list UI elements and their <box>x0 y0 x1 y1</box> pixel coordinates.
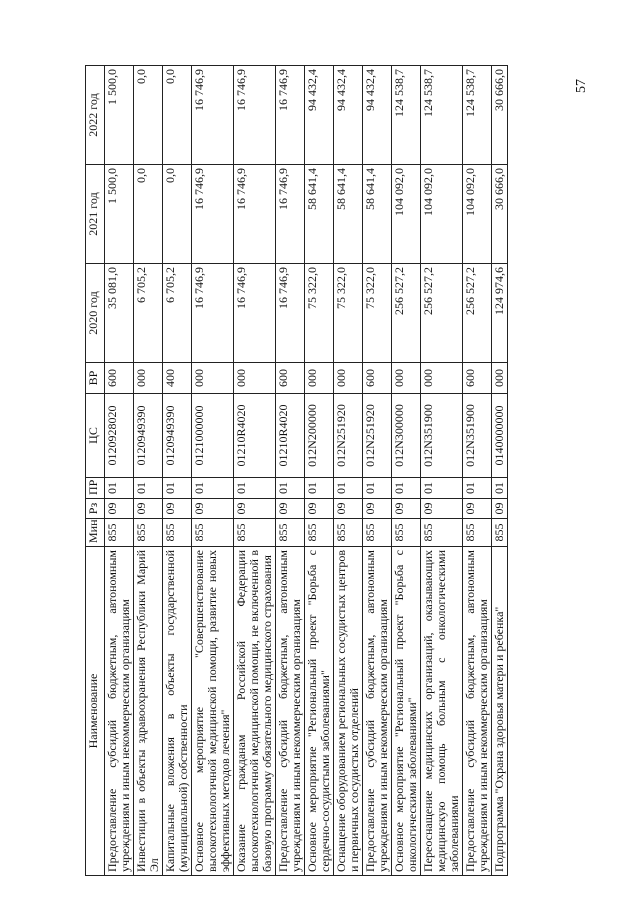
cell-rz: 09 <box>363 499 392 519</box>
cell-2021: 104 092,0 <box>392 165 421 264</box>
cell-pr: 01 <box>105 478 134 499</box>
cell-min: 855 <box>305 519 334 547</box>
cell-2020: 256 527,2 <box>392 264 421 363</box>
table-row <box>276 66 305 876</box>
table-row <box>334 66 363 876</box>
cell-rz: 09 <box>392 499 421 519</box>
cell-name: Капитальные вложения в объекты государственной (муниципальной) собственности <box>163 547 192 876</box>
cell-cs: 0121000000 <box>192 394 234 478</box>
cell-rz: 09 <box>492 499 508 519</box>
table-row <box>105 66 134 876</box>
cell-cs: 012N351900 <box>463 394 492 478</box>
cell-cs: 0120928020 <box>105 394 134 478</box>
cell-pr: 01 <box>392 478 421 499</box>
cell-2022: 94 432,4 <box>363 66 392 165</box>
cell-2020: 6 705,2 <box>134 264 163 363</box>
cell-name: Предоставление субсидий бюджетным, автономным учреждениям и иным некоммерческим организациям <box>276 547 305 876</box>
cell-name: Основное мероприятие "Совершенствование высокотехнологичной медицинской помощи, развитие новых эффективных методов лечения" <box>192 547 234 876</box>
cell-2022: 124 538,7 <box>392 66 421 165</box>
cell-vr: 000 <box>392 363 421 394</box>
cell-rz: 09 <box>163 499 192 519</box>
cell-pr: 01 <box>421 478 463 499</box>
cell-vr: 000 <box>334 363 363 394</box>
cell-vr: 000 <box>134 363 163 394</box>
cell-2022: 16 746,9 <box>234 66 276 165</box>
cell-2021: 0,0 <box>134 165 163 264</box>
cell-vr: 000 <box>192 363 234 394</box>
cell-2021: 16 746,9 <box>234 165 276 264</box>
cell-2022: 16 746,9 <box>276 66 305 165</box>
cell-vr: 600 <box>463 363 492 394</box>
cell-min: 855 <box>421 519 463 547</box>
col-header-2021: 2021 год <box>86 165 105 264</box>
cell-rz: 09 <box>334 499 363 519</box>
cell-name: Переоснащение медицинских организаций, оказывающих медицинскую помощь больным с онкологическими заболеваниями <box>421 547 463 876</box>
cell-cs: 0120949390 <box>163 394 192 478</box>
table-row <box>305 66 334 876</box>
table-row <box>463 66 492 876</box>
cell-2021: 16 746,9 <box>276 165 305 264</box>
cell-vr: 000 <box>421 363 463 394</box>
table-row <box>234 66 276 876</box>
table-row <box>492 66 508 876</box>
cell-min: 855 <box>105 519 134 547</box>
col-header-cs: ЦС <box>86 394 105 478</box>
cell-2021: 104 092,0 <box>421 165 463 264</box>
cell-rz: 09 <box>134 499 163 519</box>
cell-vr: 400 <box>163 363 192 394</box>
cell-pr: 01 <box>305 478 334 499</box>
cell-vr: 000 <box>492 363 508 394</box>
cell-cs: 01210R4020 <box>276 394 305 478</box>
cell-cs: 01210R4020 <box>234 394 276 478</box>
budget-table <box>85 65 508 876</box>
cell-vr: 000 <box>305 363 334 394</box>
cell-min: 855 <box>192 519 234 547</box>
cell-cs: 0140000000 <box>492 394 508 478</box>
cell-min: 855 <box>463 519 492 547</box>
cell-2022: 16 746,9 <box>192 66 234 165</box>
cell-name: Предоставление субсидий бюджетным, автономным учреждениям и иным некоммерческим организациям <box>363 547 392 876</box>
cell-rz: 09 <box>105 499 134 519</box>
cell-2020: 16 746,9 <box>276 264 305 363</box>
table-body <box>105 66 508 876</box>
cell-min: 855 <box>134 519 163 547</box>
cell-name: Предоставление субсидий бюджетным, автономным учреждениям и иным некоммерческим организациям <box>105 547 134 876</box>
table-row <box>163 66 192 876</box>
cell-2020: 6 705,2 <box>163 264 192 363</box>
cell-2022: 94 432,4 <box>334 66 363 165</box>
cell-2021: 58 641,4 <box>363 165 392 264</box>
cell-2022: 0,0 <box>134 66 163 165</box>
cell-rz: 09 <box>463 499 492 519</box>
cell-2021: 58 641,4 <box>305 165 334 264</box>
cell-vr: 600 <box>276 363 305 394</box>
cell-cs: 0120949390 <box>134 394 163 478</box>
cell-name: Оснащение оборудованием региональных сосудистых центров и первичных сосудистых отделений <box>334 547 363 876</box>
cell-2022: 0,0 <box>163 66 192 165</box>
cell-2020: 256 527,2 <box>421 264 463 363</box>
table-row <box>392 66 421 876</box>
cell-pr: 01 <box>276 478 305 499</box>
col-header-rz: Рз <box>86 499 105 519</box>
header-row <box>86 66 105 876</box>
col-header-2022: 2022 год <box>86 66 105 165</box>
cell-min: 855 <box>276 519 305 547</box>
cell-cs: 012N251920 <box>334 394 363 478</box>
cell-min: 855 <box>492 519 508 547</box>
table-row <box>363 66 392 876</box>
cell-2020: 75 322,0 <box>334 264 363 363</box>
cell-pr: 01 <box>492 478 508 499</box>
cell-vr: 600 <box>363 363 392 394</box>
table-row <box>192 66 234 876</box>
cell-pr: 01 <box>334 478 363 499</box>
cell-2021: 0,0 <box>163 165 192 264</box>
cell-rz: 09 <box>421 499 463 519</box>
cell-rz: 09 <box>192 499 234 519</box>
cell-2020: 16 746,9 <box>192 264 234 363</box>
cell-2022: 124 538,7 <box>463 66 492 165</box>
col-header-vr: ВР <box>86 363 105 394</box>
cell-pr: 01 <box>363 478 392 499</box>
cell-2020: 256 527,2 <box>463 264 492 363</box>
cell-pr: 01 <box>463 478 492 499</box>
col-header-min: Мин <box>86 519 105 547</box>
cell-name: Инвестиции в объекты здравоохранения Республики Марий Эл <box>134 547 163 876</box>
cell-2020: 35 081,0 <box>105 264 134 363</box>
cell-rz: 09 <box>234 499 276 519</box>
col-header-pr: ПР <box>86 478 105 499</box>
cell-name: Основное мероприятие "Региональный проект "Борьба с онкологическими заболеваниями" <box>392 547 421 876</box>
cell-vr: 600 <box>105 363 134 394</box>
cell-pr: 01 <box>134 478 163 499</box>
cell-2021: 30 666,0 <box>492 165 508 264</box>
col-header-name: Наименование <box>86 547 105 876</box>
cell-cs: 012N251920 <box>363 394 392 478</box>
col-header-2020: 2020 год <box>86 264 105 363</box>
cell-2021: 1 500,0 <box>105 165 134 264</box>
cell-min: 855 <box>392 519 421 547</box>
cell-2020: 75 322,0 <box>363 264 392 363</box>
cell-2020: 124 974,6 <box>492 264 508 363</box>
cell-name: Предоставление субсидий бюджетным, автономным учреждениям и иным некоммерческим организациям <box>463 547 492 876</box>
cell-2020: 16 746,9 <box>234 264 276 363</box>
cell-min: 855 <box>363 519 392 547</box>
cell-min: 855 <box>334 519 363 547</box>
cell-pr: 01 <box>163 478 192 499</box>
cell-2022: 30 666,0 <box>492 66 508 165</box>
cell-name: Подпрограмма "Охрана здоровья матери и ребенка" <box>492 547 508 876</box>
cell-name: Оказание гражданам Российской Федерации высокотехнологичной медицинской помощи, не включенной в базовую программу обязательного медицинского страхования <box>234 547 276 876</box>
rotated-table-wrapper <box>85 66 521 876</box>
cell-2020: 75 322,0 <box>305 264 334 363</box>
cell-vr: 000 <box>234 363 276 394</box>
cell-2021: 16 746,9 <box>192 165 234 264</box>
cell-2021: 104 092,0 <box>463 165 492 264</box>
cell-2022: 94 432,4 <box>305 66 334 165</box>
cell-2021: 58 641,4 <box>334 165 363 264</box>
cell-name: Основное мероприятие "Региональный проект "Борьба с сердечно-сосудистыми заболеваниями" <box>305 547 334 876</box>
page-number: 57 <box>574 79 589 93</box>
table-row <box>421 66 463 876</box>
cell-min: 855 <box>163 519 192 547</box>
cell-pr: 01 <box>234 478 276 499</box>
cell-2022: 124 538,7 <box>421 66 463 165</box>
cell-cs: 012N300000 <box>392 394 421 478</box>
cell-2022: 1 500,0 <box>105 66 134 165</box>
table-row <box>134 66 163 876</box>
cell-cs: 012N200000 <box>305 394 334 478</box>
cell-cs: 012N351900 <box>421 394 463 478</box>
cell-rz: 09 <box>276 499 305 519</box>
cell-min: 855 <box>234 519 276 547</box>
cell-pr: 01 <box>192 478 234 499</box>
cell-rz: 09 <box>305 499 334 519</box>
